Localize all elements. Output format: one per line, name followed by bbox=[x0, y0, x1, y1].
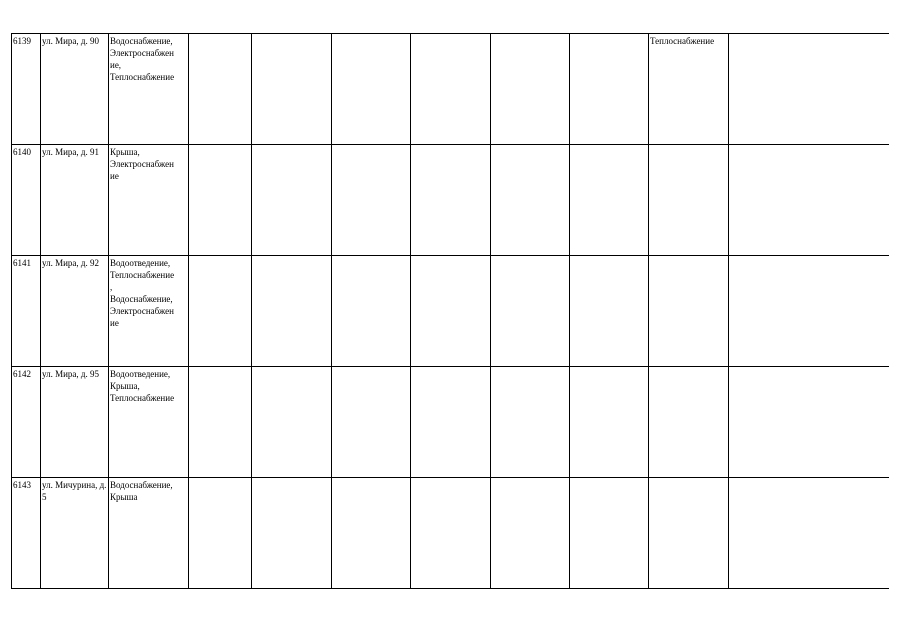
address-cell: ул. Мира, д. 95 bbox=[41, 367, 109, 478]
row-id-cell: 6141 bbox=[12, 256, 41, 367]
empty-cell bbox=[729, 34, 889, 145]
row-id-cell: 6142 bbox=[12, 367, 41, 478]
heat-supply-cell: Теплоснабжение bbox=[649, 34, 729, 145]
empty-cell bbox=[570, 145, 649, 256]
empty-cell bbox=[411, 367, 491, 478]
address-cell: ул. Мира, д. 92 bbox=[41, 256, 109, 367]
table-row bbox=[12, 34, 889, 145]
empty-cell bbox=[491, 256, 570, 367]
empty-cell bbox=[411, 145, 491, 256]
empty-cell bbox=[729, 145, 889, 256]
empty-cell bbox=[189, 367, 252, 478]
registry-table bbox=[11, 33, 889, 589]
address-cell: ул. Мира, д. 91 bbox=[41, 145, 109, 256]
empty-cell bbox=[252, 34, 332, 145]
empty-cell bbox=[189, 34, 252, 145]
works-cell: Водоотведение, Теплоснабжение , Водоснабжение, Электроснабжен ие bbox=[109, 256, 189, 367]
works-cell: Водоснабжение, Крыша bbox=[109, 478, 189, 589]
empty-cell bbox=[189, 145, 252, 256]
empty-cell bbox=[729, 367, 889, 478]
empty-cell bbox=[570, 256, 649, 367]
table-row bbox=[12, 145, 889, 256]
empty-cell bbox=[491, 34, 570, 145]
empty-cell bbox=[252, 367, 332, 478]
heat-supply-cell bbox=[649, 145, 729, 256]
empty-cell bbox=[491, 367, 570, 478]
empty-cell bbox=[332, 34, 411, 145]
empty-cell bbox=[491, 145, 570, 256]
table-row bbox=[12, 256, 889, 367]
address-cell: ул. Мичурина, д. 5 bbox=[41, 478, 109, 589]
table-row bbox=[12, 478, 889, 589]
works-cell: Крыша, Электроснабжен ие bbox=[109, 145, 189, 256]
empty-cell bbox=[570, 478, 649, 589]
empty-cell bbox=[332, 367, 411, 478]
empty-cell bbox=[332, 256, 411, 367]
empty-cell bbox=[570, 367, 649, 478]
empty-cell bbox=[189, 256, 252, 367]
row-id-cell: 6139 bbox=[12, 34, 41, 145]
empty-cell bbox=[411, 34, 491, 145]
empty-cell bbox=[411, 478, 491, 589]
heat-supply-cell bbox=[649, 367, 729, 478]
empty-cell bbox=[570, 34, 649, 145]
empty-cell bbox=[332, 478, 411, 589]
table-row bbox=[12, 367, 889, 478]
empty-cell bbox=[729, 478, 889, 589]
empty-cell bbox=[252, 478, 332, 589]
row-id-cell: 6140 bbox=[12, 145, 41, 256]
heat-supply-cell bbox=[649, 478, 729, 589]
row-id-cell: 6143 bbox=[12, 478, 41, 589]
empty-cell bbox=[252, 145, 332, 256]
empty-cell bbox=[729, 256, 889, 367]
heat-supply-cell bbox=[649, 256, 729, 367]
empty-cell bbox=[332, 145, 411, 256]
address-cell: ул. Мира, д. 90 bbox=[41, 34, 109, 145]
empty-cell bbox=[411, 256, 491, 367]
empty-cell bbox=[491, 478, 570, 589]
works-cell: Водоотведение, Крыша, Теплоснабжение bbox=[109, 367, 189, 478]
empty-cell bbox=[189, 478, 252, 589]
works-cell: Водоснабжение, Электроснабжен ие, Теплоснабжение bbox=[109, 34, 189, 145]
empty-cell bbox=[252, 256, 332, 367]
